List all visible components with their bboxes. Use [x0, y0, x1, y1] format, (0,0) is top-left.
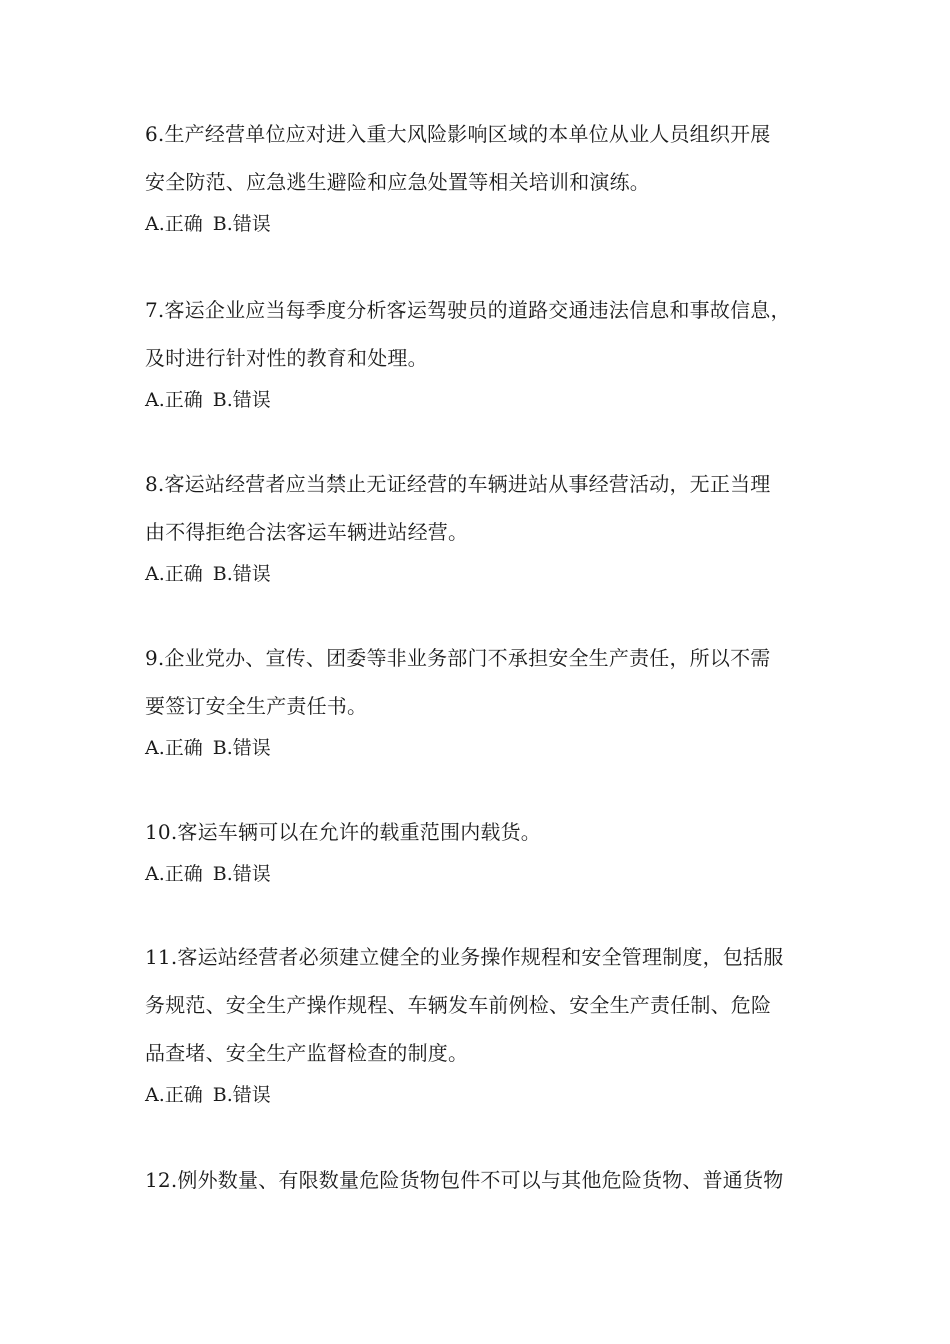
option-b: B.错误 — [212, 1084, 271, 1106]
answer-options — [145, 734, 815, 762]
option-b: B.错误 — [212, 213, 271, 235]
question-text-line: 9.企业党办、宣传、团委等非业务部门不承担安全生产责任，所以不需 — [145, 646, 771, 670]
answer-options — [145, 386, 815, 414]
question-text-line: 6.生产经营单位应对进入重大风险影响区域的本单位从业人员组织开展 — [145, 122, 771, 146]
question-7 — [145, 286, 815, 414]
answer-options — [145, 560, 815, 588]
question-text-line: 安全防范、应急逃生避险和应急处置等相关培训和演练。 — [145, 170, 650, 194]
option-a: A.正确 — [145, 863, 203, 885]
question-text-line: 要签订安全生产责任书。 — [145, 694, 368, 718]
question-6 — [145, 110, 815, 238]
question-text-line: 品查堵、安全生产监督检查的制度。 — [145, 1041, 469, 1065]
option-a: A.正确 — [145, 213, 203, 235]
option-a: A.正确 — [145, 389, 203, 411]
option-b: B.错误 — [212, 389, 271, 411]
question-text-line: 务规范、安全生产操作规程、车辆发车前例检、安全生产责任制、危险 — [145, 993, 772, 1017]
option-b: B.错误 — [212, 563, 271, 585]
question-text-line: 11.客运站经营者必须建立健全的业务操作规程和安全管理制度，包括服 — [145, 945, 784, 969]
answer-options — [145, 1081, 815, 1109]
question-12 — [145, 1156, 815, 1204]
question-text-line: 12.例外数量、有限数量危险货物包件不可以与其他危险货物、普通货物 — [145, 1168, 784, 1192]
answer-options — [145, 860, 815, 888]
question-9 — [145, 634, 815, 762]
option-b: B.错误 — [212, 737, 271, 759]
question-text-line: 7.客运企业应当每季度分析客运驾驶员的道路交通违法信息和事故信息， — [145, 298, 791, 322]
question-10 — [145, 808, 815, 888]
option-a: A.正确 — [145, 1084, 203, 1106]
question-text-line: 及时进行针对性的教育和处理。 — [145, 346, 428, 370]
option-a: A.正确 — [145, 563, 203, 585]
option-a: A.正确 — [145, 737, 203, 759]
answer-options — [145, 210, 815, 238]
question-text-line: 10.客运车辆可以在允许的载重范围内载货。 — [145, 820, 542, 844]
question-11 — [145, 933, 815, 1109]
option-b: B.错误 — [212, 863, 271, 885]
question-text-line: 8.客运站经营者应当禁止无证经营的车辆进站从事经营活动，无正当理 — [145, 472, 771, 496]
question-8 — [145, 460, 815, 588]
question-text-line: 由不得拒绝合法客运车辆进站经营。 — [145, 520, 469, 544]
